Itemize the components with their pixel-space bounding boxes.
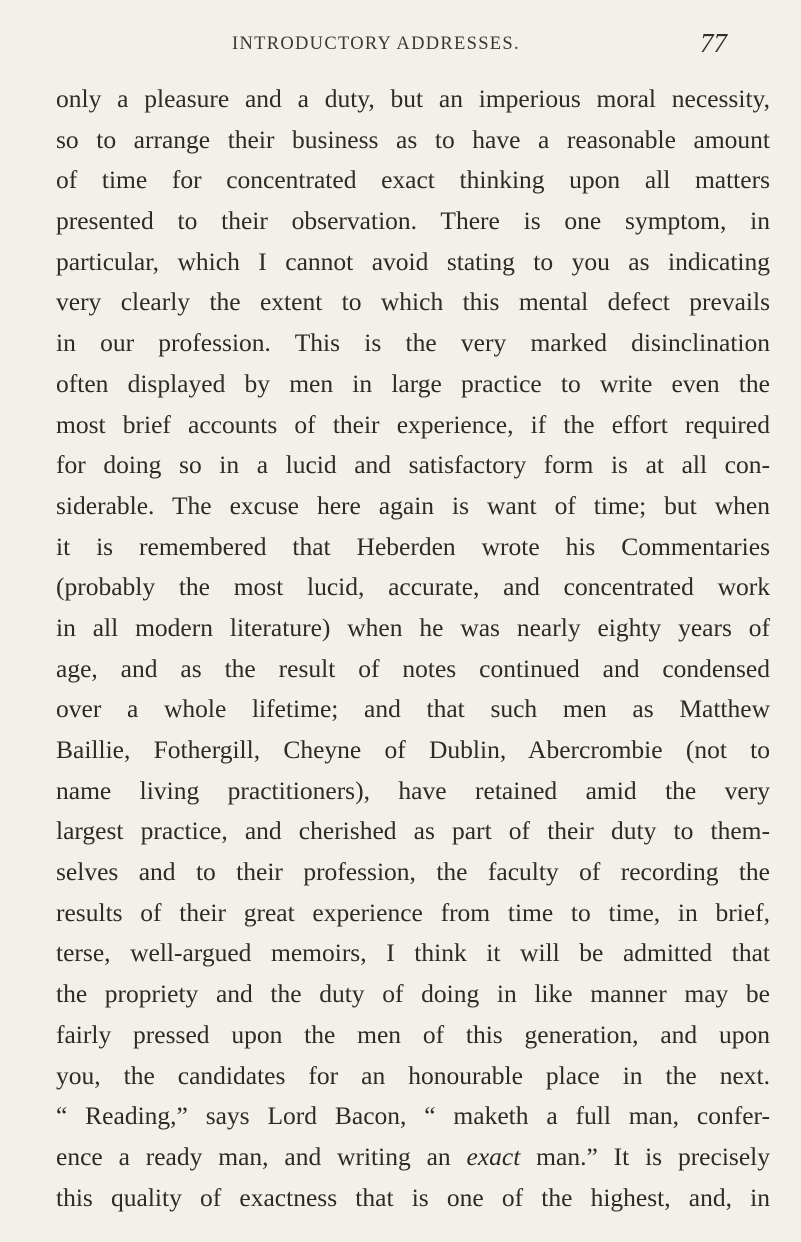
text-line: name living practitioners), have retained amid the very bbox=[56, 775, 770, 805]
text-line: over a whole lifetime; and that such men as Matthew bbox=[56, 694, 770, 724]
text-line: results of their great experience from time to time, in brief, bbox=[56, 897, 770, 927]
page-number: 77 bbox=[700, 28, 727, 58]
text-line: siderable. The excuse here again is want of time; but when bbox=[56, 490, 770, 520]
text-line: presented to their observation. There is one symptom, in bbox=[56, 206, 770, 236]
text-line: particular, which I cannot avoid stating to you as indicating bbox=[56, 246, 770, 276]
text-line: age, and as the result of notes continued and condensed bbox=[56, 653, 770, 683]
text-line: (probably the most lucid, accurate, and concentrated work bbox=[56, 572, 770, 602]
text-line: Baillie, Fothergill, Cheyne of Dublin, Abercrombie (not to bbox=[56, 735, 770, 764]
text-line: fairly pressed upon the men of this generation, and upon bbox=[56, 1019, 770, 1049]
text-line: “ Reading,” says Lord Bacon, “ maketh a full man, confer- bbox=[56, 1101, 770, 1131]
text-line: in our profession. This is the very marked disinclination bbox=[56, 328, 770, 358]
text-line: in all modern literature) when he was nearly eighty years of bbox=[56, 612, 770, 642]
text-line: it is remembered that Heberden wrote his Commentaries bbox=[56, 531, 770, 561]
line-lead: ence a ready man, and writing an bbox=[56, 1141, 467, 1171]
text-line: this quality of exactness that is one of the highest, and, in bbox=[56, 1182, 770, 1212]
running-title: INTRODUCTORY ADDRESSES. bbox=[232, 34, 520, 54]
text-line: so to arrange their business as to have a reasonable amount bbox=[56, 124, 770, 154]
text-line: most brief accounts of their experience, if the effort required bbox=[56, 409, 770, 439]
text-line: of time for concentrated exact thinking upon all matters bbox=[56, 165, 770, 195]
text-line-with-italic bbox=[56, 1137, 770, 1178]
text-line: largest practice, and cherished as part of their duty to them- bbox=[56, 816, 770, 846]
running-head bbox=[0, 24, 801, 64]
text-line: often displayed by men in large practice to write even the bbox=[56, 368, 770, 398]
text-line: very clearly the extent to which this mental defect prevails bbox=[56, 287, 770, 317]
line-tail: man.” It is precisely bbox=[520, 1141, 770, 1171]
italic-word: exact bbox=[466, 1141, 521, 1171]
text-line: you, the candidates for an honourable place in the next. bbox=[56, 1060, 770, 1090]
body-text bbox=[56, 79, 770, 1218]
text-line: for doing so in a lucid and satisfactory form is at all con- bbox=[56, 450, 770, 480]
text-line: selves and to their profession, the faculty of recording the bbox=[56, 857, 770, 887]
text-line: only a pleasure and a duty, but an imperious moral necessity, bbox=[56, 84, 770, 113]
text-line: terse, well-argued memoirs, I think it will be admitted that bbox=[56, 938, 770, 968]
text-line: the propriety and the duty of doing in like manner may be bbox=[56, 979, 770, 1009]
